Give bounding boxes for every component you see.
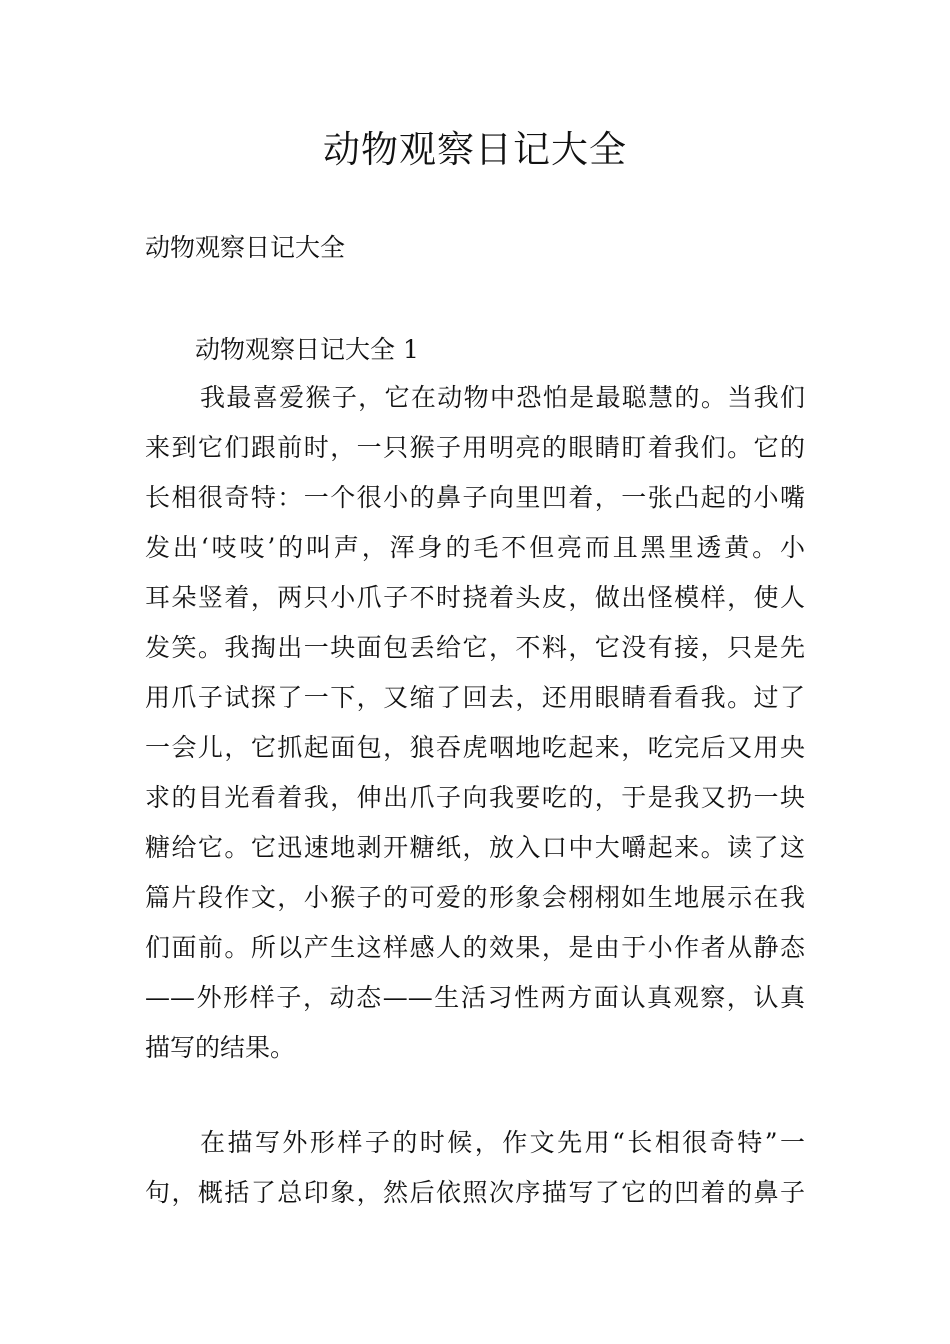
paragraph-line: 用爪子试探了一下，又缩了回去，还用眼睛看看我。过了 [145, 683, 805, 712]
paragraph-line: ——外形样子，动态——生活习性两方面认真观察，认真 [145, 983, 805, 1012]
paragraph-line: 一会儿，它抓起面包，狼吞虎咽地吃起来，吃完后又用央 [145, 733, 805, 762]
paragraph-line: 来到它们跟前时，一只猴子用明亮的眼睛盯着我们。它的 [145, 433, 805, 462]
paragraph-2 [145, 1118, 805, 1218]
paragraph-1 [145, 373, 805, 1073]
document-subtitle: 动物观察日记大全 [145, 233, 346, 262]
document-title: 动物观察日记大全 [323, 128, 627, 171]
paragraph-line: 我最喜爱猴子，它在动物中恐怕是最聪慧的。当我们 [200, 383, 805, 412]
paragraph-line: 长相很奇特：一个很小的鼻子向里凹着，一张凸起的小嘴 [145, 483, 805, 512]
paragraph-line: 们面前。所以产生这样感人的效果，是由于小作者从静态 [145, 933, 805, 962]
paragraph-line: 句，概括了总印象，然后依照次序描写了它的凹着的鼻子 [145, 1178, 805, 1207]
paragraph-line: 发出‘吱吱’的叫声，浑身的毛不但亮而且黑里透黄。小 [145, 533, 805, 562]
paragraph-line: 求的目光看着我，伸出爪子向我要吃的，于是我又扔一块 [145, 783, 805, 812]
paragraph-line: 糖给它。它迅速地剥开糖纸，放入口中大嚼起来。读了这 [145, 833, 805, 862]
paragraph-line: 篇片段作文，小猴子的可爱的形象会栩栩如生地展示在我 [145, 883, 805, 912]
paragraph-line: 在描写外形样子的时候，作文先用“长相很奇特”一 [200, 1128, 805, 1157]
paragraph-line: 耳朵竖着，两只小爪子不时挠着头皮，做出怪模样，使人 [145, 583, 805, 612]
paragraph-line: 描写的结果。 [145, 1033, 296, 1062]
section-heading: 动物观察日记大全 1 [195, 335, 419, 364]
paragraph-line: 发笑。我掏出一块面包丢给它，不料，它没有接，只是先 [145, 633, 805, 662]
